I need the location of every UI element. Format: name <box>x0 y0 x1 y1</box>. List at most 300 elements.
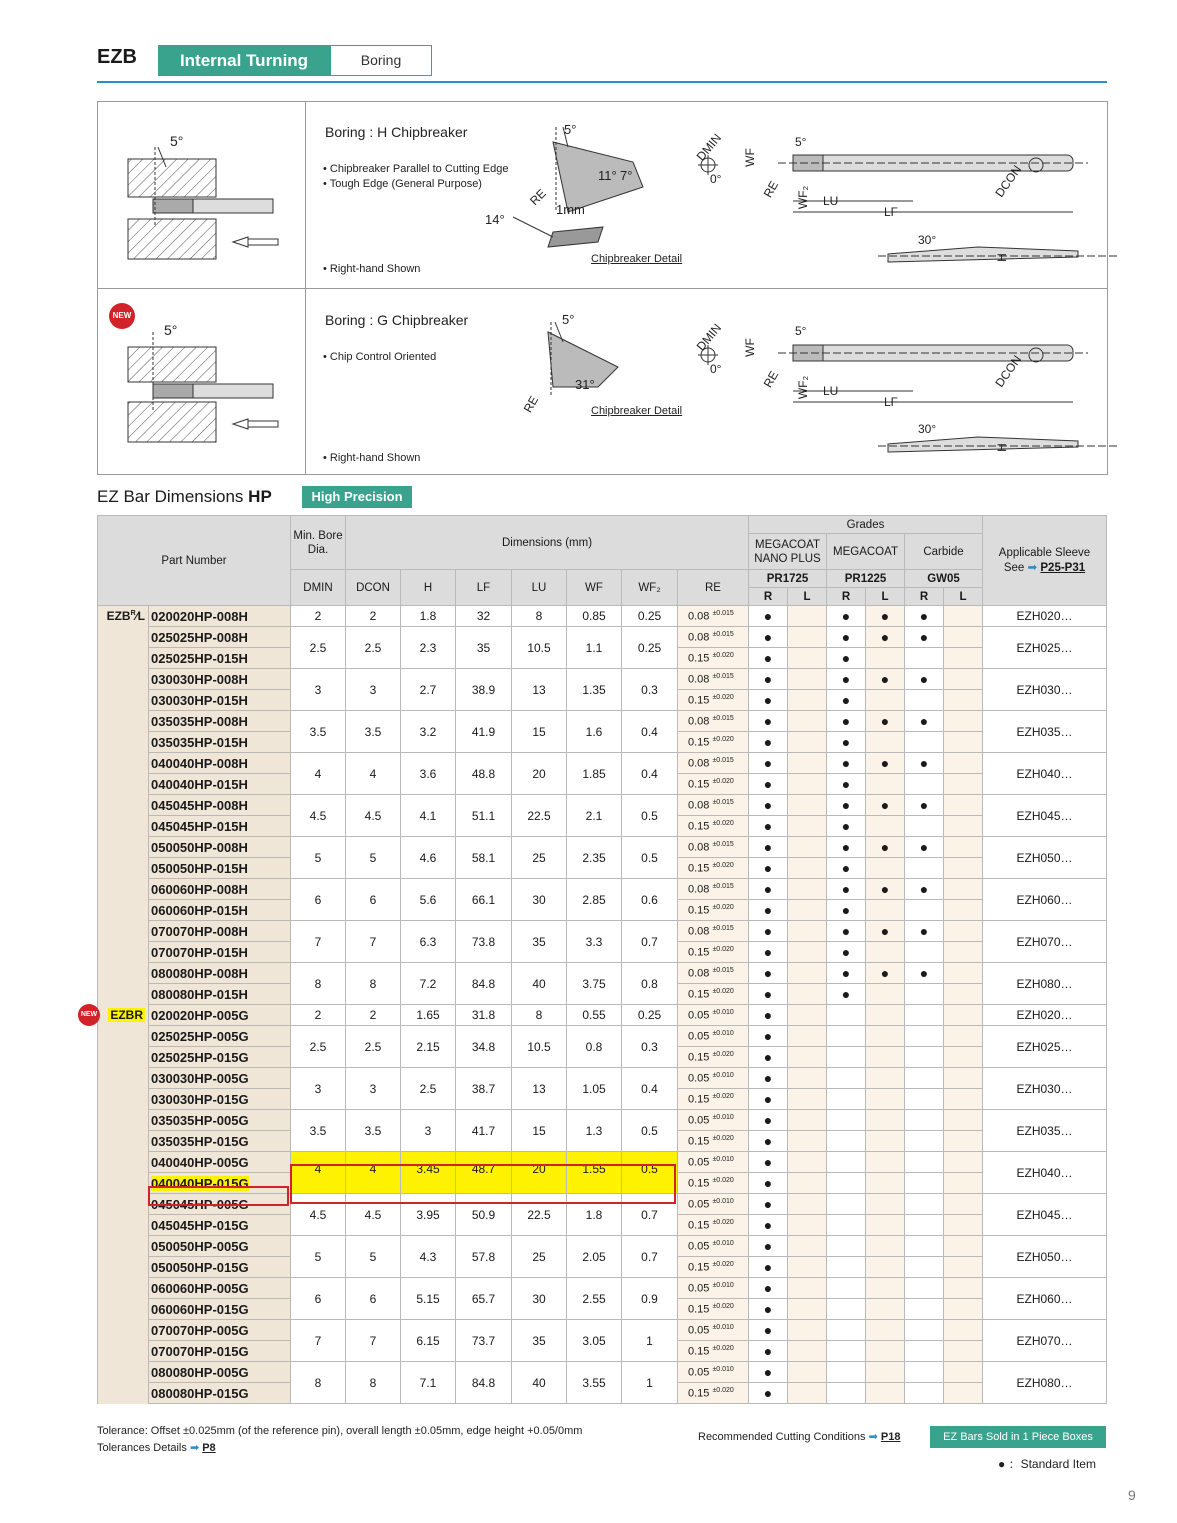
re-value: 0.08 <box>688 631 713 644</box>
part-number-text: 025025HP-008H <box>151 629 248 645</box>
re-value: 0.08 <box>688 841 713 854</box>
cell-dcon <box>346 1320 401 1362</box>
part-number[interactable] <box>149 816 291 837</box>
cell-sleeve[interactable]: EZH020… <box>983 606 1107 627</box>
grade-cell <box>788 942 827 963</box>
cell-dcon-value: 4.5 <box>364 1207 382 1222</box>
chipbreaker-detail-link-g[interactable]: Chipbreaker Detail <box>591 405 683 417</box>
grade-cell <box>905 627 944 648</box>
cell-h-value: 4.6 <box>419 850 437 865</box>
cell-dmin-value: 8 <box>314 976 322 991</box>
re-value: 0.15 <box>688 1303 713 1316</box>
series-prefix <box>98 795 149 816</box>
cell-dcon-value: 8 <box>369 1375 377 1390</box>
cell-lu-value: 40 <box>532 976 546 991</box>
part-number[interactable] <box>149 753 291 774</box>
cell-lf <box>456 627 512 669</box>
legend-text: ：Standard Item <box>1008 1457 1096 1471</box>
sleeve-ref-link[interactable]: P25-P31 <box>1040 561 1086 574</box>
cell-sleeve[interactable]: EZH045… <box>983 1194 1107 1236</box>
grade-cell <box>944 1320 983 1341</box>
part-number[interactable] <box>149 1047 291 1068</box>
cell-h <box>401 669 456 711</box>
cell-sleeve[interactable]: EZH070… <box>983 921 1107 963</box>
cell-wf <box>567 1236 622 1278</box>
part-number[interactable] <box>149 1341 291 1362</box>
dimensions-table <box>80 515 1107 1404</box>
part-number[interactable] <box>149 1257 291 1278</box>
part-number[interactable] <box>149 963 291 984</box>
cell-lf <box>456 1278 512 1320</box>
right-hand-note-h: • Right-hand Shown <box>323 263 421 275</box>
grade-cell <box>827 1236 866 1257</box>
chipbreaker-detail-g-drawing <box>520 317 723 417</box>
cutting-ref-link[interactable]: P18 <box>880 1431 901 1443</box>
grade-cell <box>827 627 866 648</box>
grade-cell <box>788 858 827 879</box>
part-number[interactable] <box>149 606 291 627</box>
part-number[interactable] <box>149 837 291 858</box>
cell-wf2 <box>622 711 678 753</box>
cell-wf-value: 3.75 <box>582 976 606 991</box>
cell-wf-value: 2.1 <box>585 808 603 823</box>
cell-re <box>678 816 749 837</box>
filled-dot-icon: ● <box>841 776 851 792</box>
part-number[interactable] <box>149 732 291 753</box>
part-number-text: 045045HP-015G <box>151 1217 249 1233</box>
cell-lu-value: 40 <box>532 1375 546 1390</box>
th-grades: Grades <box>749 516 983 534</box>
grade-cell <box>944 837 983 858</box>
cell-lf-value: 48.7 <box>456 1162 511 1176</box>
part-number-text: 070070HP-005G <box>151 1322 249 1338</box>
part-number[interactable] <box>149 795 291 816</box>
part-number[interactable] <box>149 1089 291 1110</box>
re-tolerance: ±0.010 <box>712 1008 734 1016</box>
cell-dcon <box>346 795 401 837</box>
cell-dcon <box>346 1236 401 1278</box>
part-number[interactable] <box>149 648 291 669</box>
part-number[interactable] <box>149 921 291 942</box>
dcon-label-g: DCON <box>992 352 1025 390</box>
cell-h-value: 1.8 <box>419 609 437 623</box>
part-number[interactable] <box>149 1362 291 1383</box>
part-number[interactable] <box>149 858 291 879</box>
part-number-text: 070070HP-015H <box>151 944 248 960</box>
cell-dcon <box>346 753 401 795</box>
cell-lf <box>456 1236 512 1278</box>
filled-dot-icon: ● <box>763 671 773 687</box>
filled-dot-icon: ● <box>763 1238 773 1254</box>
cell-sleeve[interactable]: EZH080… <box>983 963 1107 1005</box>
grade-cell <box>905 1047 944 1068</box>
cell-lf <box>456 1362 512 1404</box>
series-prefix <box>98 1152 149 1173</box>
part-number[interactable] <box>149 1278 291 1299</box>
grade-cell <box>944 1089 983 1110</box>
cell-sleeve[interactable]: EZH030… <box>983 669 1107 711</box>
cell-h-value: 4.3 <box>419 1249 437 1264</box>
grade-cell <box>788 606 827 627</box>
re-tolerance: ±0.020 <box>712 1344 734 1352</box>
grade-cell <box>827 1299 866 1320</box>
grade-cell <box>944 879 983 900</box>
grade-cell <box>905 690 944 711</box>
cell-lf-value: 58.1 <box>471 850 496 865</box>
grade-cell <box>749 963 788 984</box>
cell-wf <box>567 1068 622 1110</box>
cell-dmin-value: 2.5 <box>309 640 327 655</box>
table-row <box>98 669 1107 690</box>
cell-h <box>401 1362 456 1404</box>
th-wf2: WF₂ <box>622 570 678 606</box>
cell-wf2-value: 0.3 <box>641 1039 658 1054</box>
section-hp: HP <box>248 487 272 506</box>
grade-cell <box>827 1005 866 1026</box>
grade-cell <box>827 963 866 984</box>
tolerance-ref-link[interactable]: P8 <box>202 1442 216 1454</box>
cell-h-value: 2.7 <box>419 682 437 697</box>
filled-dot-icon: ● <box>880 713 890 729</box>
cell-wf <box>567 1278 622 1320</box>
legend <box>998 1455 1096 1472</box>
cell-sleeve[interactable]: EZH050… <box>983 837 1107 879</box>
cell-sleeve[interactable]: EZH080… <box>983 1362 1107 1404</box>
part-number[interactable] <box>149 1005 291 1026</box>
grade-cell <box>788 648 827 669</box>
cell-h <box>401 1320 456 1362</box>
filled-dot-icon: ● <box>763 1322 773 1338</box>
th-dmin: DMIN <box>291 570 346 606</box>
cell-lu-value: 15 <box>532 1123 546 1138</box>
part-number[interactable] <box>149 879 291 900</box>
part-number-text: 050050HP-008H <box>151 839 248 855</box>
grade-cell <box>866 921 905 942</box>
cell-wf2-value: 0.4 <box>641 1081 658 1096</box>
cell-wf-value: 3.55 <box>582 1375 606 1390</box>
diagram-title-h: Boring : H Chipbreaker <box>325 124 468 140</box>
part-number[interactable] <box>149 1236 291 1257</box>
part-number-text: 020020HP-008H <box>151 608 248 624</box>
table-row <box>98 1278 1107 1299</box>
cell-sleeve[interactable]: EZH045… <box>983 795 1107 837</box>
part-number-text: 040040HP-005G <box>151 1154 249 1170</box>
filled-dot-icon: ● <box>841 965 851 981</box>
cell-sleeve[interactable]: EZH025… <box>983 627 1107 669</box>
filled-dot-icon: ● <box>880 965 890 981</box>
subcategory-tab[interactable]: Boring <box>330 45 432 76</box>
re-tolerance: ±0.015 <box>712 609 734 617</box>
grade-cell <box>905 1278 944 1299</box>
grade-cell <box>788 669 827 690</box>
grade-cell <box>866 1278 905 1299</box>
grade-cell <box>905 1068 944 1089</box>
grade-cell <box>905 1236 944 1257</box>
series-prefix <box>98 1194 149 1215</box>
part-number[interactable] <box>149 942 291 963</box>
cell-dmin <box>291 606 346 627</box>
grade-cell <box>749 795 788 816</box>
re-tolerance: ±0.015 <box>712 840 734 848</box>
piece-box-badge: EZ Bars Sold in 1 Piece Boxes <box>930 1426 1106 1448</box>
table-row <box>98 711 1107 732</box>
series-prefix <box>98 1320 149 1341</box>
cell-re <box>678 1383 749 1404</box>
cell-dmin <box>291 837 346 879</box>
cell-dcon-value: 7 <box>369 1333 377 1348</box>
filled-dot-icon: ● <box>763 923 773 939</box>
cell-wf2-value: 0.4 <box>641 724 658 739</box>
grade-cell <box>866 1173 905 1194</box>
cell-wf-value: 1.35 <box>582 682 606 697</box>
grade-cell <box>749 711 788 732</box>
part-number[interactable] <box>149 627 291 648</box>
cell-sleeve[interactable]: EZH025… <box>983 1026 1107 1068</box>
cell-lu <box>512 1005 567 1026</box>
re-value: 0.05 <box>688 1282 713 1295</box>
cell-re <box>678 1257 749 1278</box>
re-value: 0.08 <box>688 757 713 770</box>
cell-lf-value: 84.8 <box>471 976 496 991</box>
part-number[interactable] <box>149 690 291 711</box>
part-number[interactable] <box>149 1383 291 1404</box>
cell-dmin-value: 3.5 <box>309 724 327 739</box>
part-number-text: 080080HP-005G <box>151 1364 249 1380</box>
cell-lu <box>512 1320 567 1362</box>
grade-cell <box>905 921 944 942</box>
cell-lu <box>512 1278 567 1320</box>
cell-dcon-value: 4 <box>346 1162 400 1176</box>
cell-dcon-value: 5 <box>369 850 377 865</box>
th-sleeve-title: Applicable Sleeve <box>998 546 1091 559</box>
cell-wf2-value: 1 <box>646 1333 653 1348</box>
part-number-text: 040040HP-015H <box>151 776 248 792</box>
filled-dot-icon: ● <box>763 986 773 1002</box>
grade-cell <box>944 858 983 879</box>
re-value: 0.05 <box>688 1198 713 1211</box>
cell-sleeve[interactable]: EZH035… <box>983 1110 1107 1152</box>
series-prefix <box>98 1047 149 1068</box>
grade-cell <box>788 1173 827 1194</box>
dmin-label-h: DMIN <box>693 130 725 164</box>
selected-part-highlight <box>148 1186 289 1206</box>
filled-dot-icon: ● <box>763 692 773 708</box>
cell-h <box>401 963 456 1005</box>
cell-sleeve[interactable]: EZH040… <box>983 1152 1107 1194</box>
re-tolerance: ±0.020 <box>712 1176 734 1184</box>
th-lu: LU <box>512 570 567 606</box>
grade-cell <box>788 1152 827 1173</box>
cell-sleeve[interactable]: EZH030… <box>983 1068 1107 1110</box>
part-number[interactable] <box>149 1131 291 1152</box>
cell-wf2 <box>622 1026 678 1068</box>
filled-dot-icon: ● <box>841 881 851 897</box>
zero-deg-g: 0° <box>710 362 722 376</box>
cell-sleeve[interactable]: EZH050… <box>983 1236 1107 1278</box>
grade-cell <box>866 627 905 648</box>
cell-re <box>678 963 749 984</box>
cell-sleeve[interactable]: EZH020… <box>983 1005 1107 1026</box>
section-title-text: EZ Bar Dimensions <box>97 487 244 506</box>
bore-schematic-g <box>118 312 288 452</box>
cell-wf2 <box>622 963 678 1005</box>
part-number[interactable] <box>149 1320 291 1341</box>
table-row <box>98 1005 1107 1026</box>
grade-cell <box>788 1194 827 1215</box>
filled-dot-icon: ● <box>763 965 773 981</box>
grade-cell <box>827 837 866 858</box>
cell-re <box>678 858 749 879</box>
cell-dmin <box>291 1278 346 1320</box>
cell-sleeve[interactable]: EZH060… <box>983 1278 1107 1320</box>
grade-cell <box>866 606 905 627</box>
cell-lf <box>456 1320 512 1362</box>
part-number[interactable] <box>149 1068 291 1089</box>
part-number[interactable] <box>149 1215 291 1236</box>
series-prefix <box>98 879 149 900</box>
filled-dot-icon: ● <box>998 1457 1006 1471</box>
series-prefix <box>98 669 149 690</box>
re-value: 0.05 <box>688 1114 713 1127</box>
grade-cell <box>866 900 905 921</box>
cell-lf-value: 31.8 <box>471 1008 496 1022</box>
part-number[interactable] <box>149 1026 291 1047</box>
dimensions-body <box>80 606 1107 1404</box>
category-tab[interactable]: Internal Turning <box>158 45 330 76</box>
series-prefix <box>98 606 149 627</box>
table-row <box>98 963 1107 984</box>
cell-wf <box>567 711 622 753</box>
grade-cell <box>827 1152 866 1173</box>
part-number[interactable] <box>149 1110 291 1131</box>
th-g3-l: L <box>944 588 983 606</box>
grade-cell <box>749 1194 788 1215</box>
cell-wf-value: 0.8 <box>585 1039 603 1054</box>
series-prefix <box>80 1005 149 1026</box>
grade-cell <box>827 774 866 795</box>
re-value: 0.15 <box>688 946 713 959</box>
filled-dot-icon: ● <box>841 671 851 687</box>
part-number[interactable] <box>149 711 291 732</box>
grade-cell <box>788 627 827 648</box>
cell-h <box>401 795 456 837</box>
cell-h-value: 6.3 <box>419 934 437 949</box>
series-prefix <box>98 1257 149 1278</box>
cell-re <box>678 606 749 627</box>
cell-re <box>678 774 749 795</box>
filled-dot-icon: ● <box>841 629 851 645</box>
grade-cell <box>905 858 944 879</box>
part-number-text: 030030HP-015G <box>151 1091 249 1107</box>
cell-sleeve[interactable]: EZH040… <box>983 753 1107 795</box>
cell-wf2 <box>622 1068 678 1110</box>
part-number[interactable] <box>149 774 291 795</box>
table-row <box>98 1236 1107 1257</box>
series-prefix <box>98 984 149 1005</box>
part-number[interactable] <box>149 1152 291 1173</box>
series-prefix <box>98 753 149 774</box>
part-number[interactable] <box>149 1299 291 1320</box>
grade-cell <box>827 921 866 942</box>
grade-cell <box>749 1068 788 1089</box>
grade-cell <box>866 879 905 900</box>
cutting-conditions <box>698 1430 900 1443</box>
header-rule <box>97 81 1107 83</box>
th-grade-2: MEGACOAT <box>827 534 905 570</box>
table-row <box>98 627 1107 648</box>
th-h: H <box>401 570 456 606</box>
grade-cell <box>944 1194 983 1215</box>
grade-cell <box>866 669 905 690</box>
cell-h-value: 3.2 <box>419 724 437 739</box>
re-tolerance: ±0.020 <box>712 903 734 911</box>
cell-sleeve[interactable]: EZH060… <box>983 879 1107 921</box>
cell-dmin <box>291 1110 346 1152</box>
re-value: 0.15 <box>688 736 713 749</box>
filled-dot-icon: ● <box>880 755 890 771</box>
diagram-note-h-1: • Chipbreaker Parallel to Cutting Edge <box>323 163 509 175</box>
clearance-angle-h: 5° <box>170 133 184 149</box>
grade-cell <box>905 1152 944 1173</box>
cell-re <box>678 1089 749 1110</box>
cell-lf-value: 57.8 <box>471 1249 496 1264</box>
re-tolerance: ±0.015 <box>712 756 734 764</box>
re-value: 0.15 <box>688 1387 713 1400</box>
cell-dcon <box>346 1278 401 1320</box>
grade-cell <box>905 1110 944 1131</box>
filled-dot-icon: ● <box>841 902 851 918</box>
section-title <box>97 487 272 507</box>
re-tolerance: ±0.010 <box>712 1155 734 1163</box>
part-number[interactable] <box>149 669 291 690</box>
re-value: 0.08 <box>688 673 713 686</box>
h-label-h: H <box>994 253 1009 262</box>
cell-re <box>678 921 749 942</box>
part-number-text: 060060HP-008H <box>151 881 248 897</box>
grade-cell <box>944 900 983 921</box>
re-value: 0.15 <box>688 904 713 917</box>
series-prefix <box>98 774 149 795</box>
cell-sleeve[interactable]: EZH035… <box>983 711 1107 753</box>
part-number[interactable] <box>149 900 291 921</box>
grade-cell <box>827 648 866 669</box>
cell-wf2 <box>622 753 678 795</box>
cell-wf2-value: 0.7 <box>641 934 658 949</box>
chip-angle-g-5: 5° <box>562 312 575 327</box>
th-min-bore: Min. Bore Dia. <box>291 516 346 570</box>
cell-wf <box>567 1026 622 1068</box>
part-number[interactable] <box>149 984 291 1005</box>
re-tolerance: ±0.020 <box>712 861 734 869</box>
grade-cell <box>866 1383 905 1404</box>
cell-h-value: 2.15 <box>416 1039 440 1054</box>
part-number-text: 025025HP-015G <box>151 1049 249 1065</box>
grade-cell <box>827 1194 866 1215</box>
series-prefix <box>98 1173 149 1194</box>
part-number-text: 035035HP-015G <box>151 1133 249 1149</box>
cell-dmin-value: 4.5 <box>309 808 327 823</box>
part-number-text: 060060HP-005G <box>151 1280 249 1296</box>
cell-wf <box>567 879 622 921</box>
cell-lu-value: 22.5 <box>527 1207 551 1222</box>
series-prefix-text: EZB <box>106 609 131 624</box>
cell-sleeve[interactable]: EZH070… <box>983 1320 1107 1362</box>
cell-lu <box>512 1026 567 1068</box>
filled-dot-icon: ● <box>880 671 890 687</box>
chipbreaker-detail-link-h[interactable]: Chipbreaker Detail <box>591 253 683 265</box>
re-tolerance: ±0.020 <box>712 651 734 659</box>
cell-re <box>678 732 749 753</box>
